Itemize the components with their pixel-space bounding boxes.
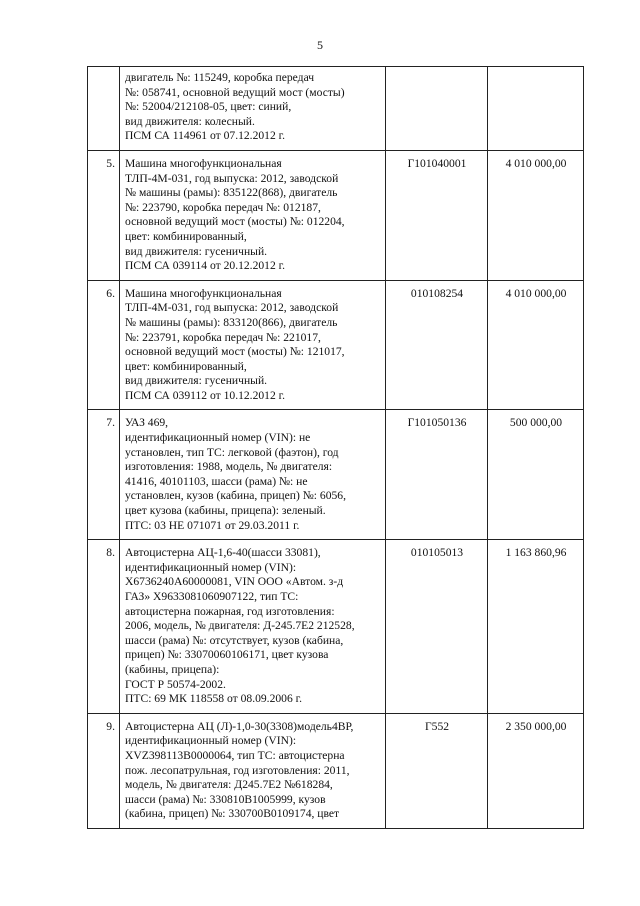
description-line: модель, № двигателя: Д245.7Е2 №618284, [125, 778, 333, 792]
description-line: ПТС: 03 НЕ 071071 от 29.03.2011 г. [125, 518, 300, 532]
description-line: (кабина, прицеп) №: 330700B0109174, цвет [125, 807, 340, 821]
item-description [120, 67, 386, 151]
description-line: X6736240A60000081, VIN ООО «Автом. з-д [125, 575, 344, 589]
row-number [88, 67, 120, 151]
description-line: идентификационный номер (VIN): [125, 734, 297, 748]
inventory-number: Г101040001 [386, 150, 488, 280]
description-line: №: 058741, основной ведущий мост (мосты) [125, 85, 345, 99]
description-line: вид движителя: гусеничный. [125, 374, 268, 388]
description-line: цвет: комбинированный, [125, 229, 247, 243]
description-line: 2006, модель, № двигателя: Д-245.7Е2 212528, [125, 619, 355, 633]
description-line: идентификационный номер (VIN): не [125, 431, 311, 445]
row-number: 9. [88, 713, 120, 828]
description-line: основной ведущий мост (мосты) №: 121017, [125, 345, 345, 359]
description-line: №: 223790, коробка передач №: 012187, [125, 200, 321, 214]
table-row [88, 67, 584, 151]
description-line: пож. лесопатрульная, год изготовления: 2011, [125, 763, 350, 777]
description-line: ГАЗ» X9633081060907122, тип ТС: [125, 590, 299, 603]
row-number: 8. [88, 540, 120, 714]
item-description [120, 280, 386, 410]
inventory-number: Г552 [386, 713, 488, 828]
row-number: 6. [88, 280, 120, 410]
item-description [120, 150, 386, 280]
inventory-number: 010105013 [386, 540, 488, 714]
description-line: Машина многофункциональная [125, 156, 282, 170]
page-number: 5 [317, 38, 323, 52]
description-line: цвет кузова (кабины, прицепа): зеленый. [125, 504, 326, 518]
description-line: Машина многофункциональная [125, 286, 282, 300]
description-line: прицеп) №: 33070060106171, цвет кузова [125, 648, 329, 662]
description-line: 41416, 40101103, шасси (рама) №: не [125, 474, 308, 488]
table-row [88, 540, 584, 714]
table-row [88, 280, 584, 410]
table-row [88, 713, 584, 828]
description-line: (кабины, прицепа): [125, 662, 220, 676]
table-row [88, 150, 584, 280]
item-price: 2 350 000,00 [488, 713, 584, 828]
item-price: 500 000,00 [488, 410, 584, 540]
inventory-number: Г101050136 [386, 410, 488, 540]
item-description [120, 540, 386, 714]
description-line: № машины (рамы): 833120(866), двигатель [125, 315, 338, 329]
description-line: ТЛП-4М-031, год выпуска: 2012, заводской [125, 301, 339, 315]
description-line: цвет: комбинированный, [125, 359, 247, 373]
description-line: вид движителя: гусеничный. [125, 244, 268, 258]
description-line: № машины (рамы): 835122(868), двигатель [125, 186, 338, 200]
description-line: двигатель №: 115249, коробка передач [125, 71, 315, 84]
description-line: Автоцистерна АЦ-1,6-40(шасси 33081), [125, 546, 321, 560]
description-line: шасси (рама) №: отсутствует, кузов (кабина, [125, 633, 344, 647]
description-line: автоцистерна пожарная, год изготовления: [125, 604, 335, 618]
description-line: установлен, тип ТС: легковой (фаэтон), год [125, 445, 339, 459]
item-price: 4 010 000,00 [488, 150, 584, 280]
inventory-number: 010108254 [386, 280, 488, 410]
description-line: ГОСТ Р 50574-2002. [125, 677, 226, 691]
item-price: 4 010 000,00 [488, 280, 584, 410]
description-line: шасси (рама) №: 330810B1005999, кузов [125, 792, 326, 806]
description-line: XVZ398113B0000064, тип ТС: автоцистерна [125, 748, 345, 762]
description-line: №: 52004/212108-05, цвет: синий, [125, 100, 292, 114]
description-line: идентификационный номер (VIN): [125, 560, 297, 574]
description-line: ПСМ СА 039114 от 20.12.2012 г. [125, 259, 286, 273]
description-line: вид движителя: колесный. [125, 114, 255, 128]
item-price: 1 163 860,96 [488, 540, 584, 714]
description-line: №: 223791, коробка передач №: 221017, [125, 330, 321, 344]
item-description [120, 713, 386, 828]
property-table [87, 66, 584, 829]
description-line: основной ведущий мост (мосты) №: 012204, [125, 215, 345, 229]
description-line: Автоцистерна АЦ (Л)-1,0-30(3308)модель4ВР, [125, 719, 354, 733]
description-line: ПСМ СА 114961 от 07.12.2012 г. [125, 129, 286, 143]
item-price [488, 67, 584, 151]
description-line: установлен, кузов (кабина, прицеп) №: 6056, [125, 489, 346, 503]
inventory-number [386, 67, 488, 151]
description-line: изготовления: 1988, модель, № двигателя: [125, 460, 333, 474]
description-line: УАЗ 469, [125, 416, 169, 430]
row-number: 7. [88, 410, 120, 540]
row-number: 5. [88, 150, 120, 280]
description-line: ТЛП-4М-031, год выпуска: 2012, заводской [125, 171, 339, 185]
table-row [88, 410, 584, 540]
description-line: ПТС: 69 МК 118558 от 08.09.2006 г. [125, 692, 303, 706]
item-description [120, 410, 386, 540]
description-line: ПСМ СА 039112 от 10.12.2012 г. [125, 388, 286, 402]
table-body [88, 67, 584, 829]
